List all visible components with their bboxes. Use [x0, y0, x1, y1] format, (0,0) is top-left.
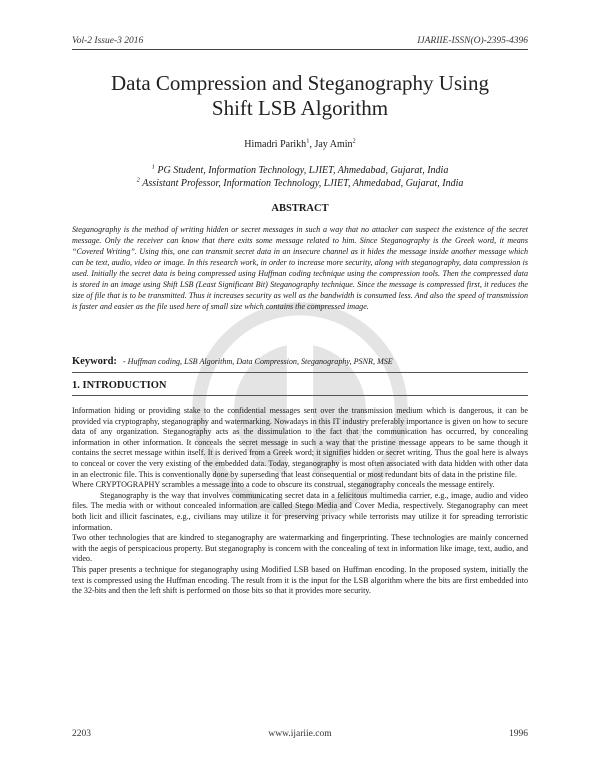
journal-website: www.ijariie.com	[268, 729, 332, 739]
keywords-text: - Huffman coding, LSB Algorithm, Data Compression, Steganography, PSNR, MSE	[120, 357, 393, 366]
header-rule	[72, 49, 528, 50]
paragraph: Steganography is the way that involves communicating secret data in a felicitous multimedia carrier, e.g., image, audio and video files. The media with or without concealed information are called Stego Media and Cover Media, respectively. Steganography can meet both licit and illicit fascinates, e.g., civilians may utilize it for preserving privacy while terrorists may utilize it for spreading terroristic information.	[72, 490, 528, 532]
journal-issn: IJARIIE-ISSN(O)-2395-4396	[417, 36, 528, 46]
author-name: Himadri Parikh	[244, 139, 307, 150]
journal-volume: Vol-2 Issue-3 2016	[72, 36, 144, 46]
section-rule	[72, 372, 528, 373]
abstract-text: Steganography is the method of writing hidden or secret messages in such a way that no attacker can suspect the existence of the secret message. Only the receiver can know that there exits some message related to him. Since Steganography is the Greek word, it means “Covered Writing”. Using this, one can transmit secret data in an insecure channel as it hides the message inside another message which can be text, audio, video or image. In this research work, in order to increase more security, along with steganography, data compression is used. Initially the secret data is being compressed using Huffman coding technique using the compression tools. Then the compressed data is stored in an image using Shift LSB (Least Significant Bit) Steganography technique. Since the message is compressed first, it reduces the size of file that is to be transmitted. Thus it increases security as well as the bandwidth is consumed less. And also the speed of transmission is faster and easier as the file used here of small size which contains the compressed image.	[72, 225, 528, 311]
introduction-body	[72, 406, 528, 597]
abstract-heading: ABSTRACT	[271, 203, 329, 214]
section-rule	[72, 395, 528, 396]
section-heading: 1. INTRODUCTION	[72, 380, 167, 391]
affiliation: $^1$ PG Student, Information Technology, LJIET, Ahmedabad, Gujarat, India	[151, 163, 449, 176]
paper-id: 2203	[72, 729, 91, 739]
paragraph: Information hiding or providing stake to the confidential messages sent over the transmission medium which is dangerous, it can be provided via cryptography, steganography and watermarking. Nowadays in this IT industry preferably importance is given on how to secure data of any organization. Steganography acts as the dissimulation to the fact that the communication has occurred, by concealing information in other information. It conceals the secret message in such a way that the pristine message appears to be same though it contains the secret message within itself. It is derived from a Greek word; it signifies hidden or secret writing. Thus the goal here is always to conceal or cover the very existing of the embedded data. Today, steganography is most often associated with data hidden with other data in an electronic file. This is conventionally done by superseding that least consequential or most redundant bits of data in the pristine file.	[72, 406, 528, 479]
keywords	[72, 356, 528, 367]
page-number: 1996	[509, 729, 528, 739]
author-name: Jay Amin	[314, 139, 353, 150]
paper-title: Data Compression and Steganography Using Shift LSB Algorithm	[111, 71, 489, 120]
paragraph: Two other technologies that are kindred to steganography are watermarking and fingerprinting. These technologies are mainly concerned with the aegis of perspicacious property. But steganography is concern with the concealing of text in information like image, text, audio, and video.	[72, 533, 528, 564]
author-list: Himadri Parikh$^1$, Jay Amin$^2$	[244, 137, 356, 150]
keywords-label: Keyword:	[72, 356, 117, 367]
paragraph: Where CRYPTOGRAPHY scrambles a message into a code to obscure its construal, steganography conceals the message entirely.	[72, 480, 495, 490]
affiliation: $^2$ Assistant Professor, Information Technology, LJIET, Ahmedabad, Gujarat, India	[136, 176, 464, 189]
paragraph: This paper presents a technique for steganography using Modified LSB based on Huffman encoding. In the proposed system, initially the text is compressed using the Huffman encoding. The result from it is the input for the LSB algorithm where the bits are first embedded into the 32-bits and then the left shift is performed on those bits so that it provides more security.	[72, 564, 528, 596]
